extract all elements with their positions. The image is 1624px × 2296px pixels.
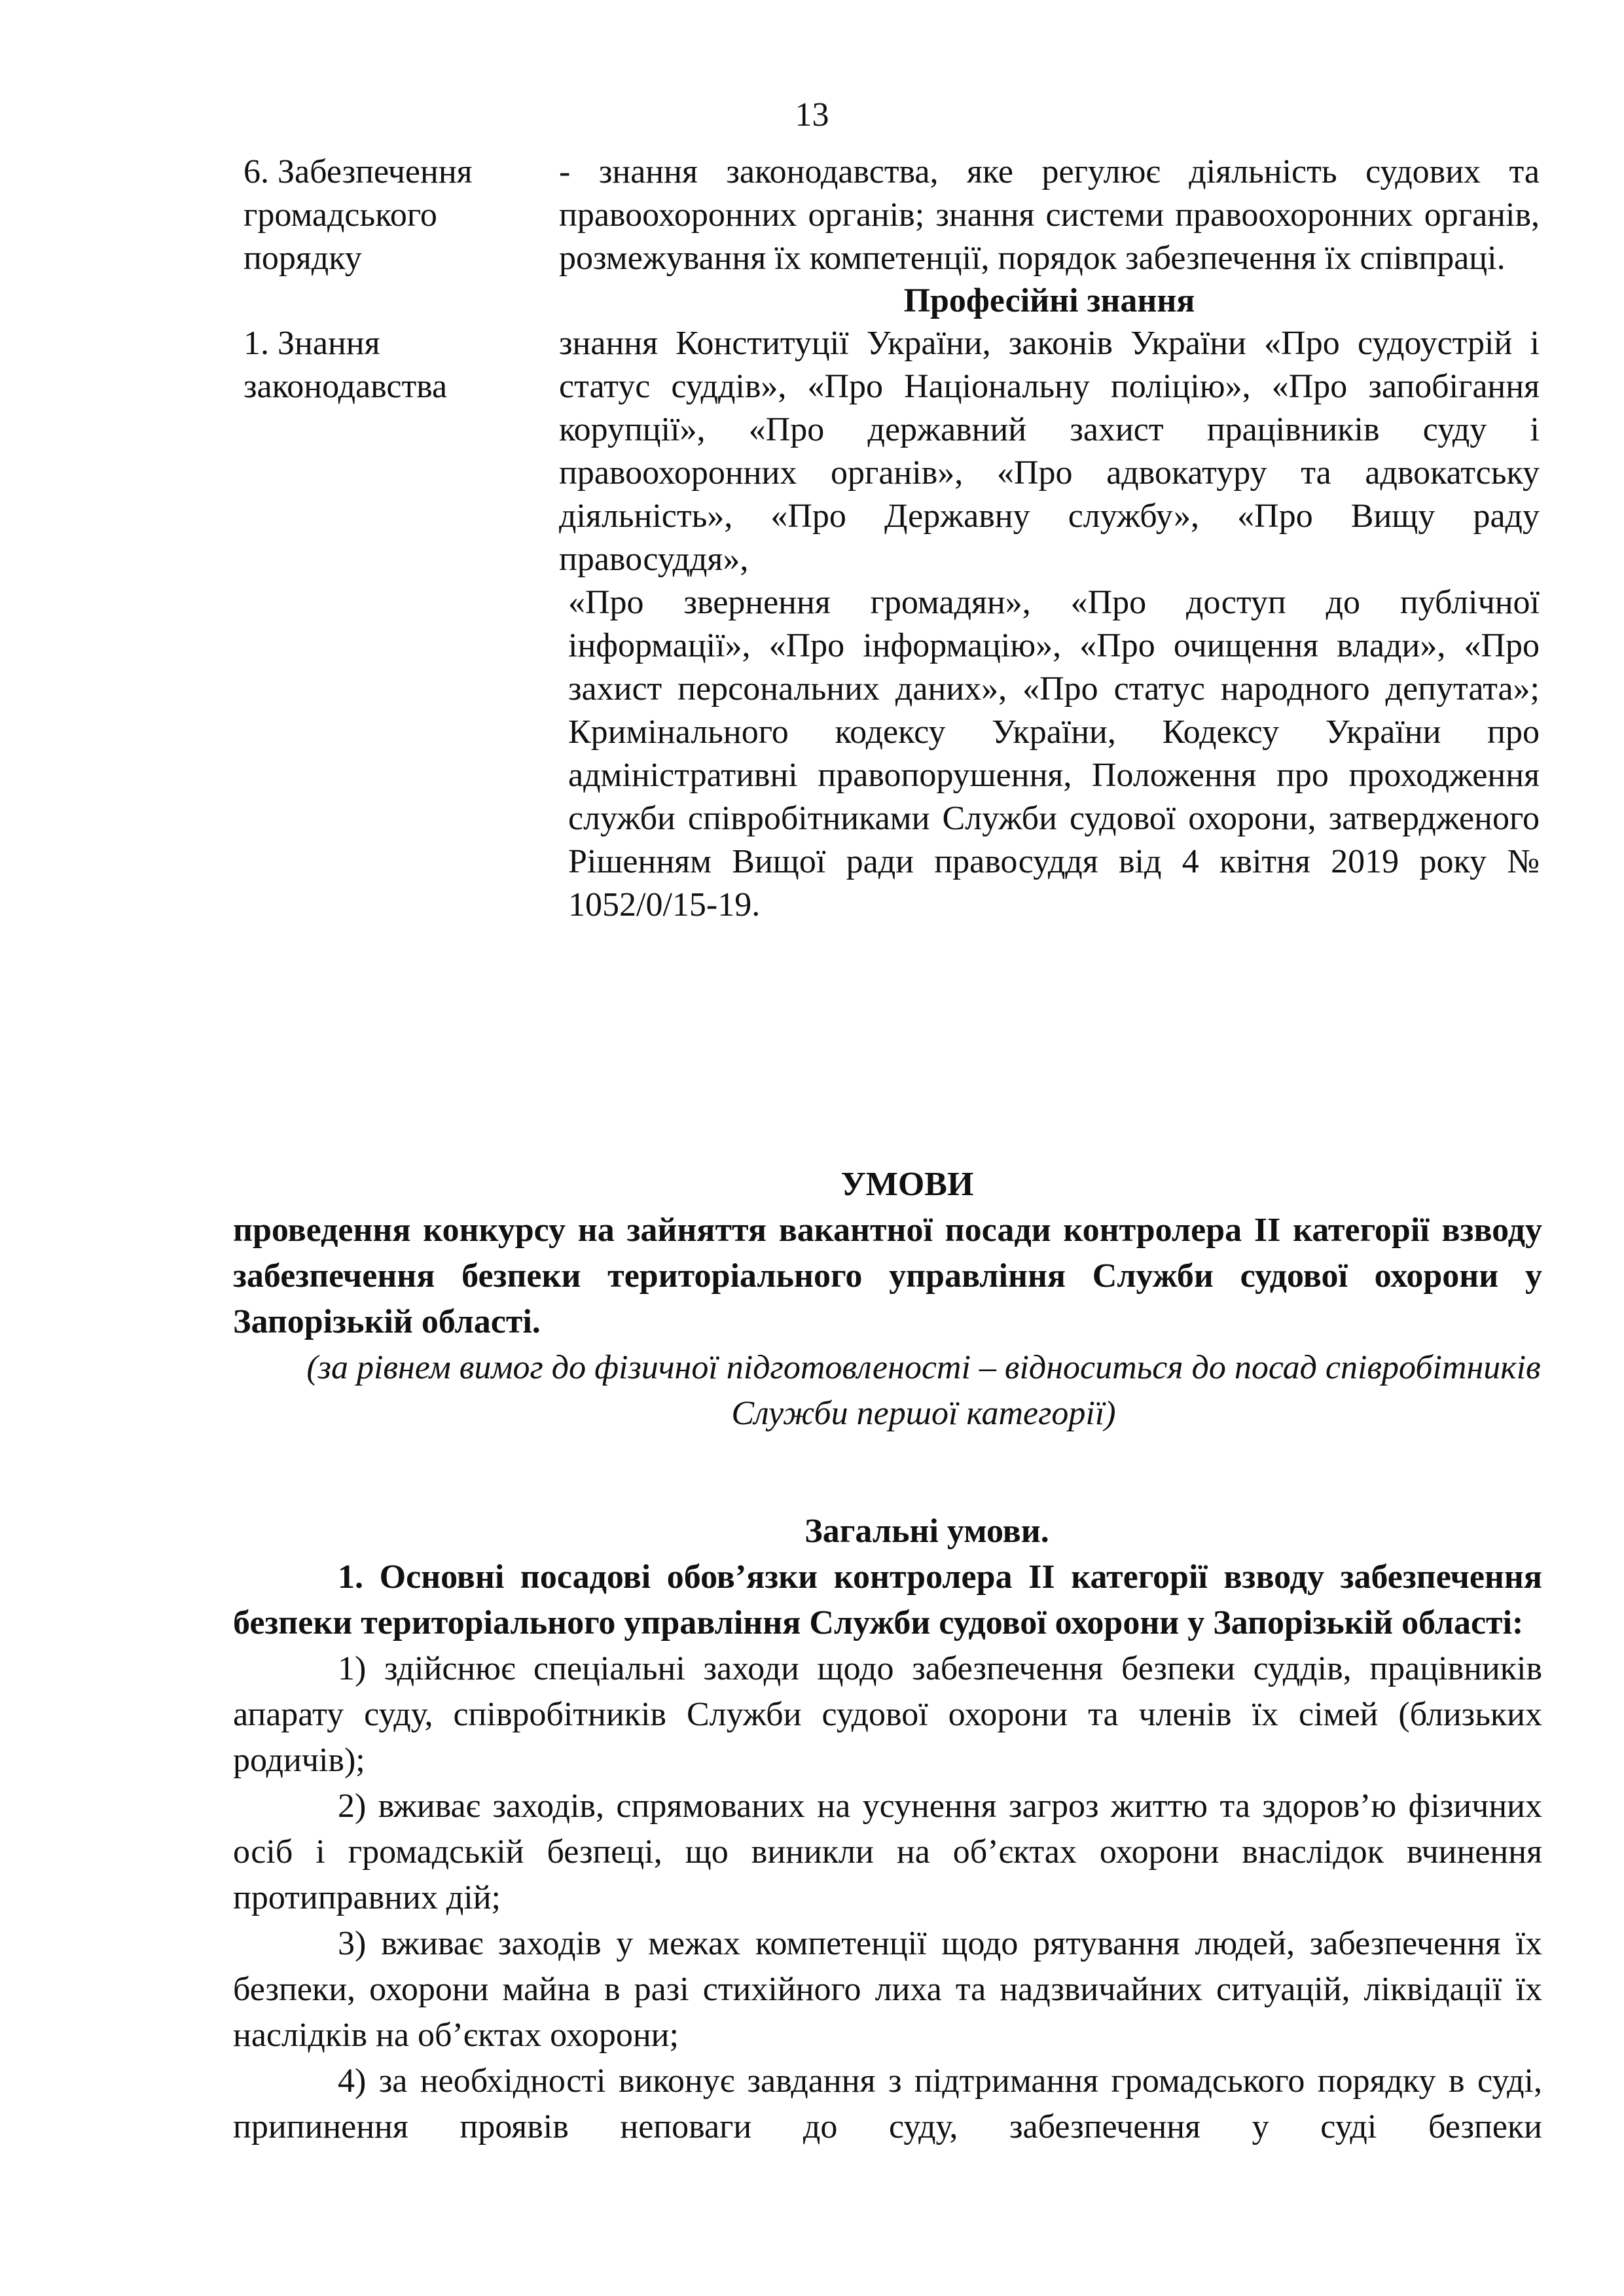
duty-item: 1) здійснює спеціальні заходи щодо забезпечення безпеки суддів, працівників апарату суду, співробітників Служби судової охорони та членів їх сімей (близьких родичів); [233, 1650, 1542, 1779]
duty-item: 2) вживає заходів, спрямованих на усунення загроз життю та здоров’ю фізичних осіб і громадській безпеці, що виникли на об’єктах охорони внаслідок вчинення протиправних дій; [233, 1787, 1542, 1916]
conditions-note: (за рівнем вимог до фізичної підготовленості – відноситься до посад співробітників Служби першої категорії) [306, 1349, 1541, 1432]
requirement-text [559, 322, 1540, 927]
requirement-row-legislation [244, 322, 1540, 927]
requirement-text [559, 151, 1540, 280]
competition-conditions [233, 1162, 1542, 2150]
label-line: 1. Знання [244, 325, 380, 362]
requirement-text-body: знання Конституції України, законів України «Про судоустрій і статус суддів», «Про Національну поліцію», «Про запобігання корупції», «Про державний захист працівників суду і правоохоронних органів», «Про адвокатуру та адвокатську діяльність», «Про Державну службу», «Про Вищу раду правосуддя», [559, 325, 1540, 578]
section-heading-professional-knowledge: Професійні знання [903, 282, 1195, 319]
duty-item: 3) вживає заходів у межах компетенції щодо рятування людей, забезпечення їх безпеки, охорони майна в разі стихійного лиха та надзвичайних ситуацій, ліквідації їх наслідків на об’єктах охорони; [233, 1925, 1542, 2054]
duty-item: 4) за необхідності виконує завдання з підтримання громадського порядку в суді, припинення проявів неповаги до суду, забезпечення у суді безпеки [233, 2062, 1542, 2145]
requirement-row-public-order [244, 151, 1540, 280]
conditions-title: УМОВИ [840, 1166, 974, 1203]
page-number: 13 [795, 96, 829, 134]
requirement-text-body: - знання законодавства, яке регулює діяльність судових та правоохоронних органів; знання системи правоохоронних органів, розмежування їх компетенції, порядок забезпечення їх співпраці. [559, 153, 1540, 277]
conditions-subtitle: проведення конкурсу на зайняття вакантної посади контролера ІІ категорії взводу забезпечення безпеки територіального управління Служби судової охорони у Запорізькій області. [233, 1211, 1542, 1340]
requirement-label [244, 151, 559, 280]
label-line: 6. Забезпечення [244, 153, 473, 190]
label-line: порядку [244, 240, 362, 277]
requirement-text-continuation: «Про звернення громадян», «Про доступ до публічної інформації», «Про інформацію», «Про очищення влади», «Про захист персональних даних», «Про статус народного депутата»; Кримінального кодексу України, Кодексу України про адміністративні правопорушення, Положення про проходження служби співробітниками Служби судової охорони, затвердженого Рішенням Вищої ради правосуддя від 4 квітня 2019 року № 1052/0/15-19. [568, 584, 1540, 924]
label-line: законодавства [244, 368, 448, 405]
general-conditions-heading: Загальні умови. [804, 1513, 1049, 1550]
requirement-label [244, 322, 559, 927]
requirements-table [244, 151, 1540, 927]
label-line: громадського [244, 196, 437, 234]
duties-heading: 1. Основні посадові обов’язки контролера ІІ категорії взводу забезпечення безпеки територіального управління Служби судової охорони у Запорізькій області: [233, 1558, 1542, 1641]
